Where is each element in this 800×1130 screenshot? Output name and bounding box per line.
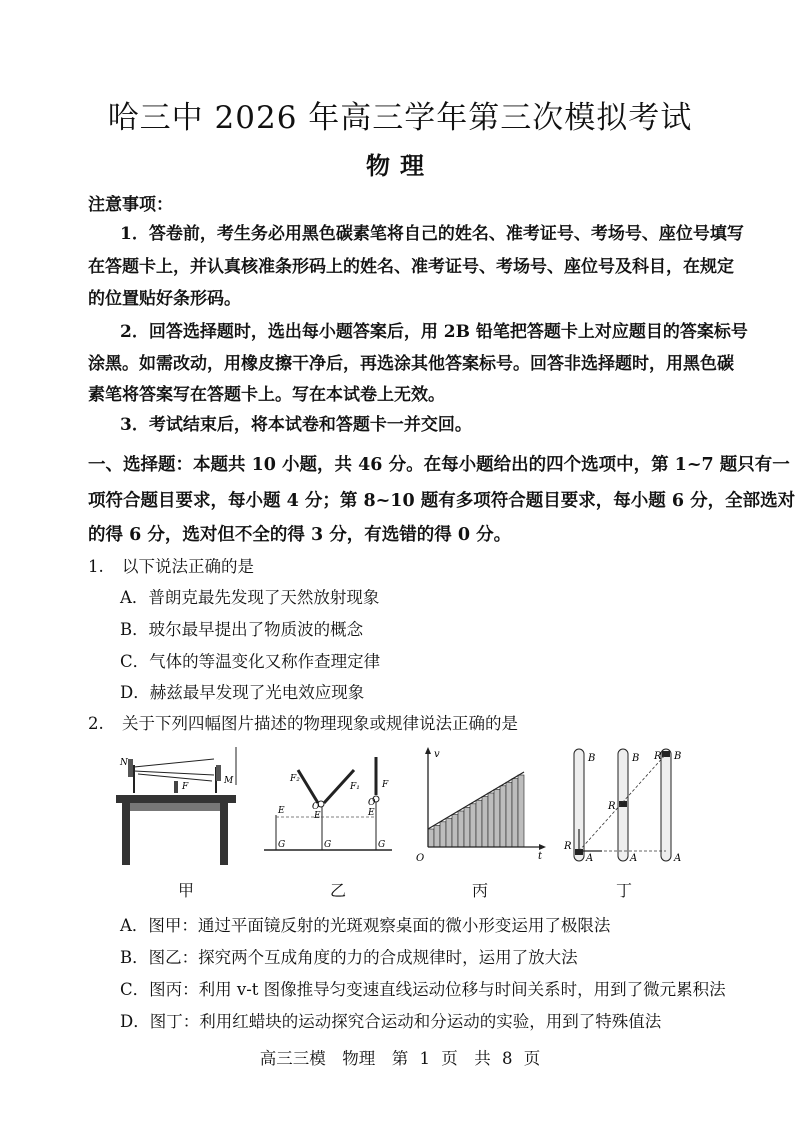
question-number: 2. xyxy=(88,714,104,733)
label-r: R xyxy=(564,841,572,852)
spring-scale-f2 xyxy=(298,770,318,803)
vt-bar xyxy=(464,807,470,847)
caption-jia: 甲 xyxy=(178,881,195,900)
label-g: G xyxy=(378,840,386,850)
section-instruction-line: 项符合题目要求，每小题 4 分；第 8~10 题有多项符合题目要求，每小题 6 分，全部选对 xyxy=(88,491,796,511)
notes-line: 涂黑。如需改动，用橡皮擦干净后，再选涂其他答案标号。回答非选择题时，用黑色碳 xyxy=(88,354,734,374)
table-leg xyxy=(122,803,130,865)
label-e: E xyxy=(368,808,375,818)
label-a: A xyxy=(630,853,638,864)
label-n: N xyxy=(120,758,128,768)
q2-option-d: D．图丁：利用红蜡块的运动探究合运动和分运动的实验，用到了特殊值法 xyxy=(120,1012,662,1031)
light-ray xyxy=(138,774,212,781)
vt-bar xyxy=(506,782,512,847)
label-f2: F₂ xyxy=(290,774,300,784)
label-r: R xyxy=(608,801,616,812)
vt-bars xyxy=(428,775,524,847)
caption-bing: 丙 xyxy=(472,881,489,900)
label-m: M xyxy=(224,776,234,786)
label-o: O xyxy=(312,802,320,812)
label-e: E xyxy=(278,806,285,816)
mirror-m xyxy=(216,765,221,781)
label-b: B xyxy=(674,751,682,762)
caption-ding: 丁 xyxy=(616,881,633,900)
notes-line: 素笔将答案写在答题卡上。写在本试卷上无效。 xyxy=(88,385,445,405)
figure-jia xyxy=(108,745,248,870)
caption-yi: 乙 xyxy=(330,881,347,900)
label-r: R xyxy=(654,751,662,762)
notes-line: 1．答卷前，考生务必用黑色碳素笔将自己的姓名、准考证号、考场号、座位号填写 xyxy=(120,224,744,244)
q2-option-b: B．图乙：探究两个互成角度的力的合成规律时，运用了放大法 xyxy=(120,948,578,967)
vt-bar xyxy=(482,797,488,847)
label-f: F xyxy=(182,782,189,792)
notes-heading: 注意事项： xyxy=(88,195,173,215)
q2-option-a: A．图甲：通过平面镜反射的光斑观察桌面的微小形变运用了极限法 xyxy=(120,916,611,935)
label-f: F xyxy=(382,780,389,790)
label-e: E xyxy=(314,811,321,821)
q1-option-c: C．气体的等温变化又称作查理定律 xyxy=(120,652,381,671)
question-1-stem xyxy=(88,553,254,577)
vt-bar xyxy=(476,800,482,847)
q2-option-c: C．图丙：利用 v-t 图像推导匀变速直线运动位移与时间关系时，用到了微元累积法 xyxy=(120,980,726,999)
v-axis-arrow xyxy=(425,747,431,754)
q1-option-b: B．玻尔最早提出了物质波的概念 xyxy=(120,620,364,639)
subject-title: 物理 xyxy=(366,151,434,180)
figure-ding xyxy=(560,745,700,870)
label-v: v xyxy=(434,749,440,760)
label-a: A xyxy=(674,853,682,864)
question-number: 1. xyxy=(88,557,104,576)
label-g: G xyxy=(324,840,332,850)
label-origin: O xyxy=(416,853,425,864)
notes-line: 在答题卡上，并认真核准条形码上的姓名、准考证号、考场号、座位号及科目，在规定 xyxy=(88,257,734,277)
question-2-stem xyxy=(88,710,518,734)
label-a: A xyxy=(586,853,594,864)
q1-option-d: D．赫兹最早发现了光电效应现象 xyxy=(120,683,365,702)
label-f1: F₁ xyxy=(350,782,360,792)
vt-bar xyxy=(512,779,518,847)
label-t: t xyxy=(538,851,543,862)
section-instruction-line: 一、选择题：本题共 10 小题，共 46 分。在每小题给出的四个选项中，第 1~7 题只有一 xyxy=(88,455,790,475)
vt-bar xyxy=(440,822,446,847)
notes-line: 的位置贴好条形码。 xyxy=(88,289,241,309)
vt-bar xyxy=(518,775,524,847)
table-leg xyxy=(220,803,228,865)
question-text: 以下说法正确的是 xyxy=(122,557,254,576)
figure-bing xyxy=(410,745,550,870)
vt-bar xyxy=(470,804,476,847)
label-g: G xyxy=(278,840,286,850)
exam-title: 哈三中 2026 年高三学年第三次模拟考试 xyxy=(107,100,693,136)
q1-option-a: A．普朗克最先发现了天然放射现象 xyxy=(120,588,380,607)
page-footer: 高三三模 物理 第 1 页 共 8 页 xyxy=(259,1049,541,1068)
label-b: B xyxy=(632,753,640,764)
table-top xyxy=(116,795,236,803)
vt-bar xyxy=(500,786,506,847)
table-apron xyxy=(130,803,220,811)
vt-bar xyxy=(494,789,500,847)
question-text: 关于下列四幅图片描述的物理现象或规律说法正确的是 xyxy=(122,714,518,733)
figure-yi xyxy=(258,745,398,870)
vt-bar xyxy=(428,829,434,847)
vt-bar xyxy=(458,811,464,847)
label-b: B xyxy=(588,753,596,764)
t-axis-arrow xyxy=(539,844,546,850)
vt-bar xyxy=(452,815,458,847)
mirror-n xyxy=(128,759,133,777)
light-ray xyxy=(134,759,214,767)
vt-bar xyxy=(434,825,440,847)
notes-line: 2．回答选择题时，选出每小题答案后，用 2B 铅笔把答题卡上对应题目的答案标号 xyxy=(120,322,748,342)
section-instruction-line: 的得 6 分，选对但不全的得 3 分，有选错的得 0 分。 xyxy=(88,525,512,545)
label-o: O xyxy=(368,798,376,808)
vt-bar xyxy=(446,818,452,847)
notes-line: 3．考试结束后，将本试卷和答题卡一并交回。 xyxy=(120,415,472,435)
glass-tube xyxy=(661,749,671,861)
vt-bar xyxy=(488,793,494,847)
